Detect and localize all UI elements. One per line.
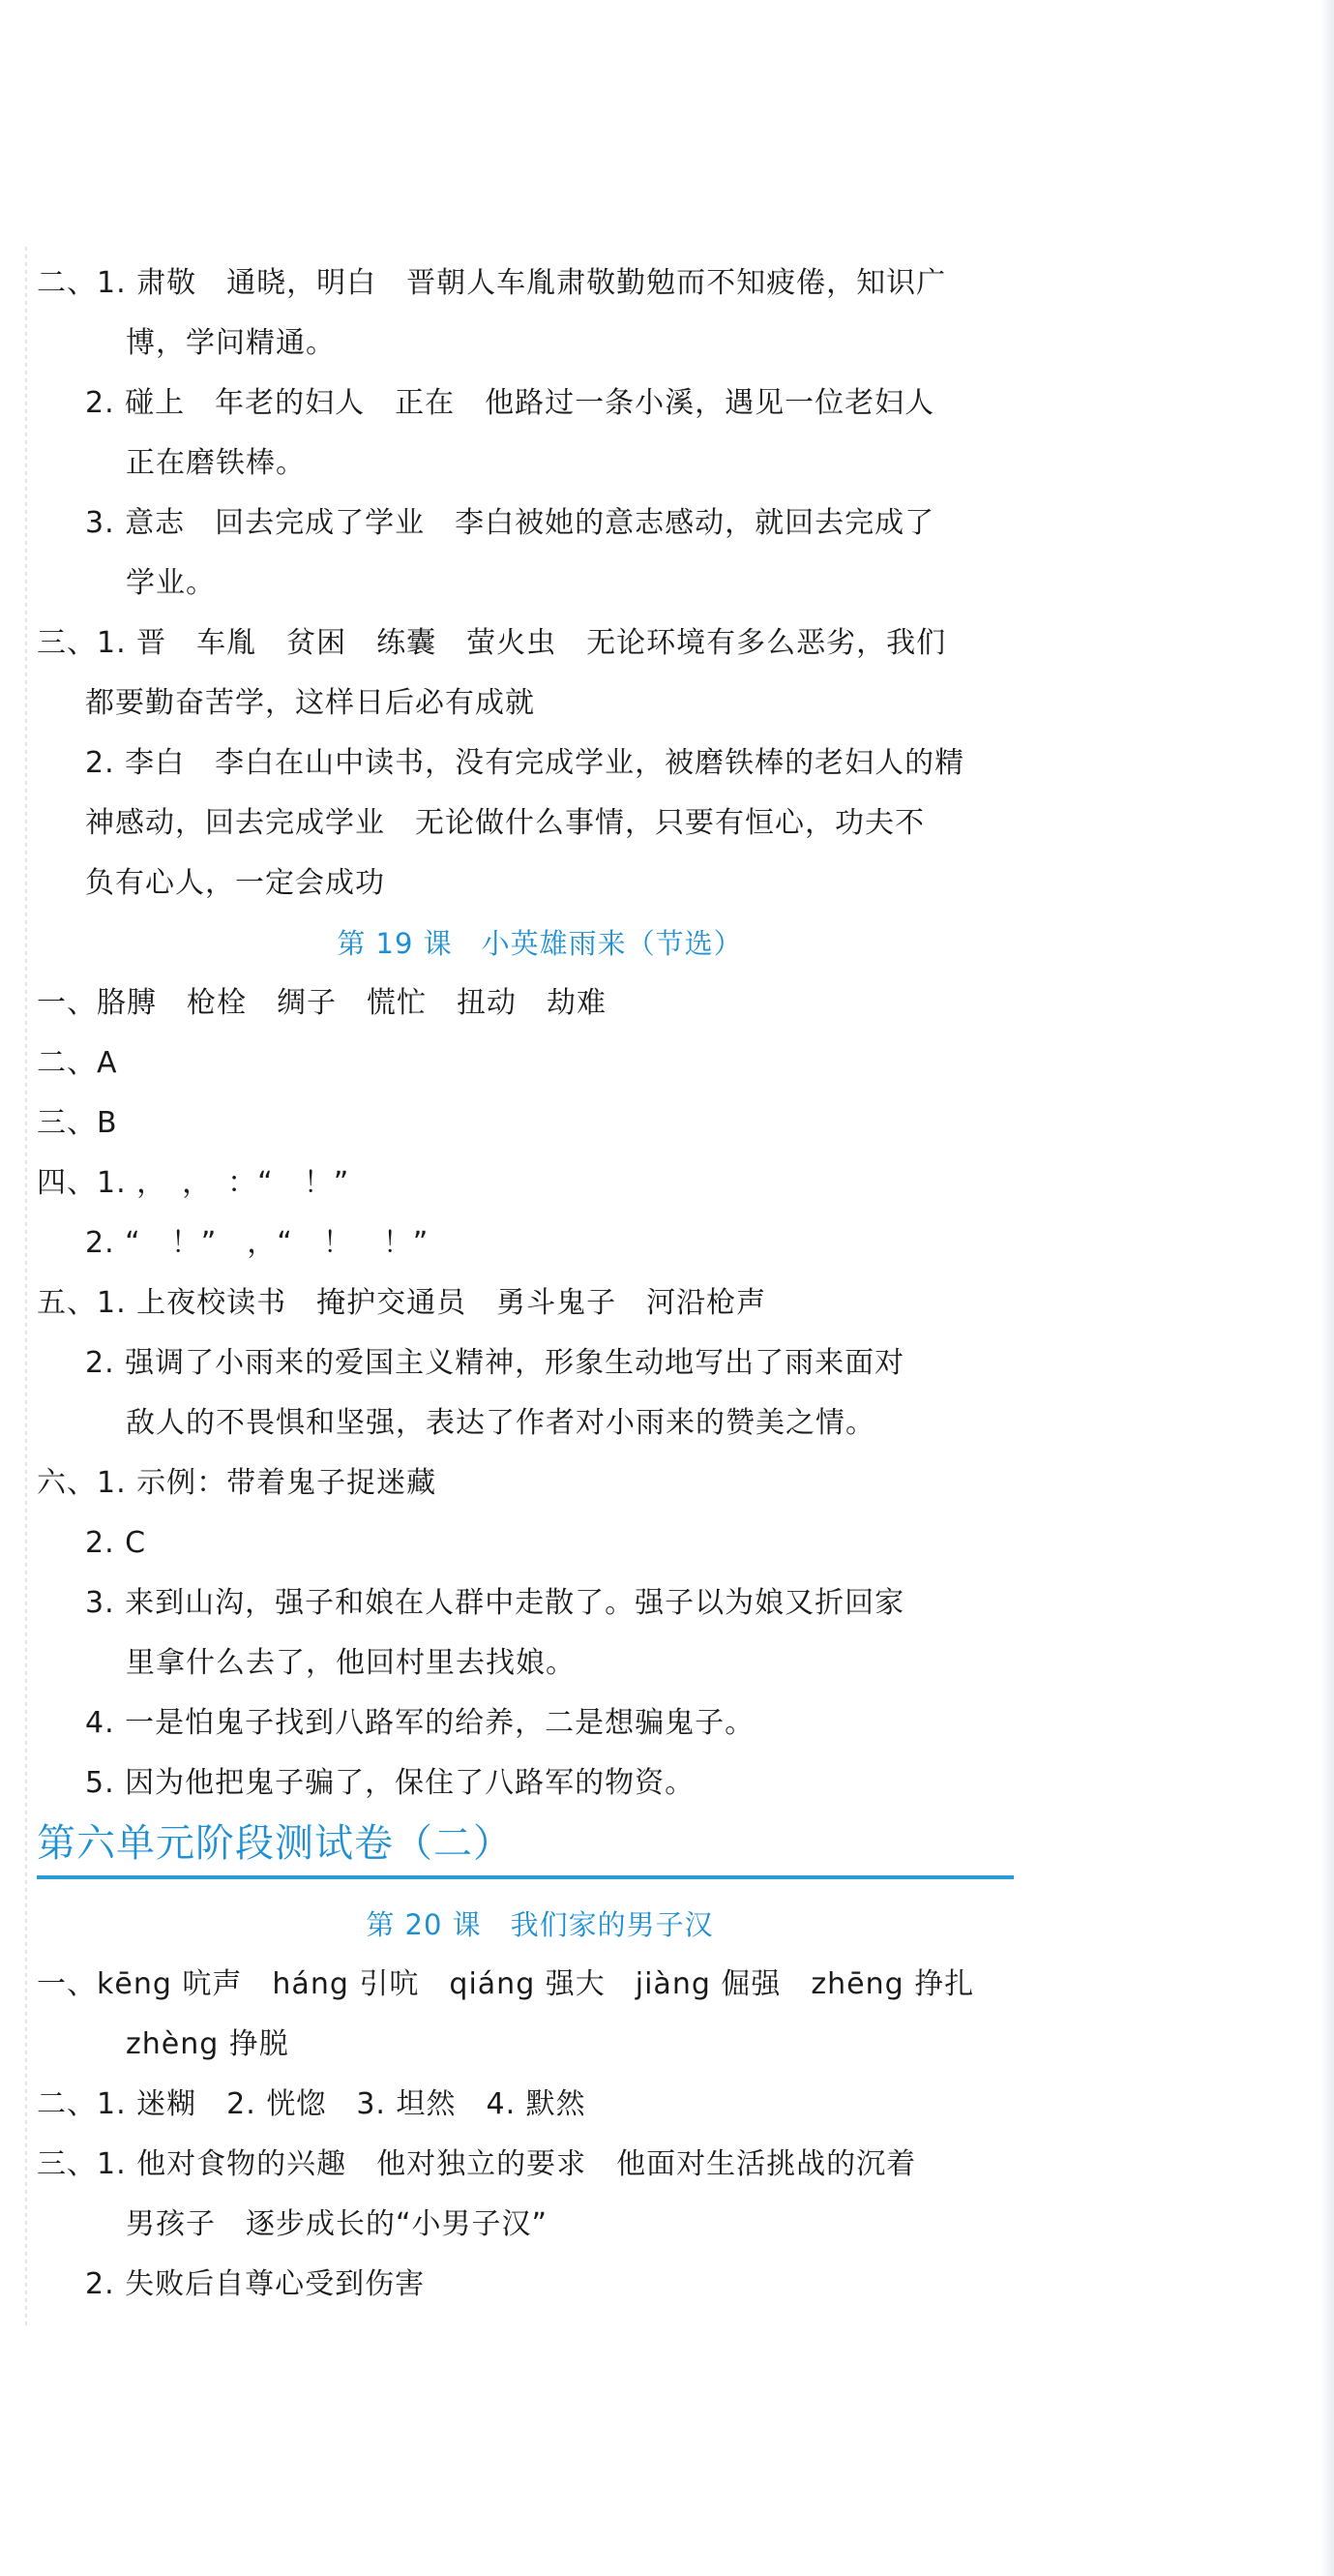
- answer-line: 2. “ ！” ，“ ！ ！”: [85, 1226, 430, 1260]
- answer-line: 负有心人，一定会成功: [85, 866, 385, 900]
- answer-line: 神感动，回去完成学业 无论做什么事情，只要有恒心，功夫不: [85, 806, 925, 840]
- answer-line: 3. 来到山沟，强子和娘在人群中走散了。强子以为娘又折回家: [85, 1586, 905, 1620]
- answer-line: 三、1. 晋 车胤 贫困 练囊 萤火虫 无论环境有多么恶劣，我们: [37, 626, 947, 660]
- answer-line: 六、1. 示例：带着鬼子捉迷藏: [37, 1466, 437, 1500]
- answer-line: 2. 失败后自尊心受到伤害: [85, 2267, 426, 2301]
- unit-title-rule: [37, 1875, 1014, 1879]
- answer-line: 四、1. ， ， ：“ ！”: [37, 1166, 350, 1200]
- answer-line: 3. 意志 回去完成了学业 李白被她的意志感动，就回去完成了: [85, 506, 935, 540]
- answer-line: 三、1. 他对食物的兴趣 他对独立的要求 他面对生活挑战的沉着: [37, 2147, 917, 2181]
- answer-line: 三、B: [37, 1106, 118, 1140]
- answer-content: [37, 254, 1043, 2315]
- answer-line: 二、A: [37, 1046, 118, 1080]
- answer-line: 一、kēng 吭声 háng 引吭 qiáng 强大 jiàng 倔强 zhēng 挣扎: [37, 1967, 975, 2001]
- binding-margin-line: [25, 247, 27, 2327]
- answer-line: 正在磨铁棒。: [126, 446, 306, 480]
- answer-line: 男孩子 逐步成长的“小男子汉”: [126, 2207, 548, 2241]
- page-edge-shadow: [1320, 0, 1334, 2576]
- answer-line: 一、胳膊 枪栓 绸子 慌忙 扭动 劫难: [37, 986, 607, 1020]
- answer-line: 二、1. 肃敬 通晓，明白 晋朝人车胤肃敬勤勉而不知疲倦，知识广: [37, 266, 947, 300]
- lesson-19-title: 第 19 课 小英雄雨来（节选）: [337, 927, 743, 960]
- answer-line: 2. 强调了小雨来的爱国主义精神，形象生动地写出了雨来面对: [85, 1346, 905, 1380]
- lesson-20-title: 第 20 课 我们家的男子汉: [366, 1908, 714, 1941]
- unit-title: 第六单元阶段测试卷（二）: [37, 1821, 513, 1866]
- answer-line: 2. 李白 李白在山中读书，没有完成学业，被磨铁棒的老妇人的精: [85, 746, 965, 780]
- answer-line: 2. C: [85, 1526, 147, 1560]
- lesson20-answers: [37, 1955, 1043, 2315]
- lesson19-answers: [37, 973, 1043, 1813]
- answer-line: 五、1. 上夜校读书 掩护交通员 勇斗鬼子 河沿枪声: [37, 1286, 767, 1320]
- lesson18-answers: [37, 254, 1043, 914]
- answer-line: 5. 因为他把鬼子骗了，保住了八路军的物资。: [85, 1766, 696, 1800]
- answer-line: 2. 碰上 年老的妇人 正在 他路过一条小溪，遇见一位老妇人: [85, 386, 935, 420]
- answer-line: 敌人的不畏惧和坚强，表达了作者对小雨来的赞美之情。: [126, 1406, 875, 1440]
- answer-line: 博，学问精通。: [126, 326, 336, 360]
- answer-line: 都要勤奋苦学，这样日后必有成就: [85, 686, 535, 720]
- answer-line: zhèng 挣脱: [126, 2027, 289, 2061]
- answer-line: 4. 一是怕鬼子找到八路军的给养，二是想骗鬼子。: [85, 1706, 756, 1740]
- answer-line: 里拿什么去了，他回村里去找娘。: [126, 1646, 576, 1680]
- answer-line: 二、1. 迷糊 2. 恍惚 3. 坦然 4. 默然: [37, 2087, 586, 2121]
- answer-line: 学业。: [126, 566, 216, 600]
